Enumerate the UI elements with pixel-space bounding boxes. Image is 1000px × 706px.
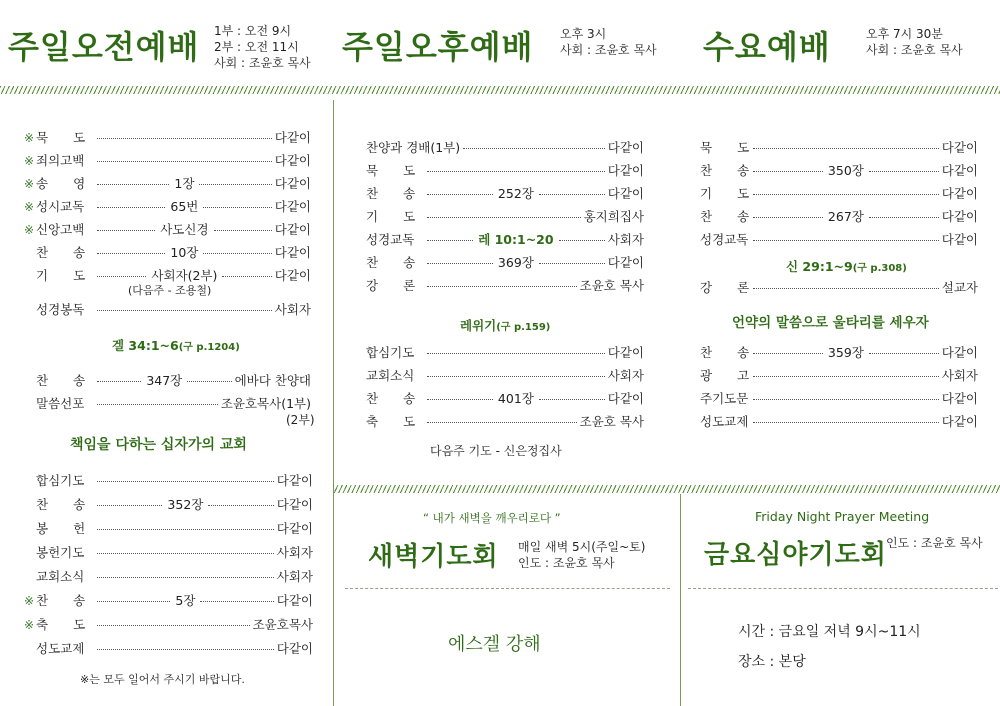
order-label: 찬 송 — [36, 497, 86, 512]
order-row — [366, 389, 644, 407]
dot-leader — [463, 148, 605, 149]
order-value: 다같이 — [276, 641, 313, 656]
order-detail: 359장 — [827, 345, 864, 360]
order-value: 설교자 — [941, 280, 978, 295]
order-value: 다같이 — [607, 345, 644, 360]
order-row — [24, 151, 311, 169]
order-row — [24, 174, 311, 192]
dot-leader — [427, 286, 577, 287]
dot-leader — [869, 353, 939, 354]
dot-leader — [97, 529, 274, 530]
order-row — [366, 161, 644, 179]
order-value: 조윤호목사(1부) — [220, 396, 311, 411]
dot-leader — [97, 381, 141, 382]
order-row — [366, 184, 644, 202]
dot-leader — [753, 353, 823, 354]
dot-leader — [97, 404, 218, 405]
order-row — [24, 371, 311, 389]
order-row — [24, 128, 311, 146]
order-detail: 사도신경 — [160, 222, 209, 237]
order-label: 신앙고백 — [36, 222, 85, 237]
order-label: 합심기도 — [366, 345, 415, 360]
order-row — [24, 243, 311, 261]
info-line: 사회 : 조윤호 목사 — [214, 56, 311, 70]
friday-divider — [688, 588, 998, 589]
friday-leader: 인도 : 조윤호 목사 — [886, 536, 983, 550]
order-row — [700, 366, 978, 384]
order-detail: 사회자(2부) — [151, 268, 218, 283]
dot-leader — [97, 253, 165, 254]
order-value: 사회자 — [941, 368, 978, 383]
order-label: 묵 도 — [366, 163, 416, 178]
dot-leader — [539, 263, 605, 264]
order-label: 성경봉독 — [36, 302, 85, 317]
order-detail: 352장 — [167, 497, 204, 512]
order-value: 사회자 — [274, 302, 311, 317]
dawn-divider — [345, 588, 670, 589]
order-value: 다같이 — [274, 153, 311, 168]
order-value: 다같이 — [941, 186, 978, 201]
standing-mark: ※ — [24, 594, 35, 608]
order-label: 찬 송 — [366, 186, 416, 201]
order-value: 다같이 — [941, 345, 979, 360]
order-row — [366, 207, 644, 225]
order-detail: 65번 — [170, 199, 199, 214]
order-label: 교회소식 — [366, 368, 415, 383]
order-value: 사회자 — [607, 368, 644, 383]
dot-leader — [539, 194, 605, 195]
order-label: 기 도 — [36, 268, 86, 283]
dot-leader — [427, 353, 605, 354]
wednesday-sermon-title: 언약의 말씀으로 울타리를 세우자 — [732, 315, 929, 331]
dot-leader — [97, 230, 155, 231]
scripture-page: (구 p.1204) — [178, 342, 240, 353]
order-value: 홍지희집사 — [583, 209, 644, 224]
order-row — [366, 343, 644, 361]
order-label: 주기도문 — [700, 391, 749, 406]
order-label: 성도교제 — [36, 641, 85, 656]
dot-leader — [753, 171, 823, 172]
info-line: 인도 : 조윤호 목사 — [518, 556, 615, 570]
order-label: 성경교독 — [366, 232, 415, 247]
order-row — [700, 161, 978, 179]
order-detail: 369장 — [497, 255, 534, 270]
order-label: 성시교독 — [36, 199, 85, 214]
dot-leader — [753, 376, 939, 377]
info-line: 1부 : 오전 9시 — [214, 24, 292, 38]
order-value: 다같이 — [607, 391, 645, 406]
order-label: 축 도 — [366, 414, 416, 429]
order-detail: 401장 — [497, 391, 534, 406]
order-row — [366, 276, 644, 294]
order-detail: 267장 — [827, 209, 864, 224]
order-value: 조윤호목사 — [252, 617, 313, 632]
scripture-passage: 겔 34:1~6 — [112, 338, 179, 353]
order-label: 기 도 — [366, 209, 416, 224]
order-row — [24, 394, 311, 412]
column-divider — [680, 494, 681, 706]
dot-leader — [203, 253, 271, 254]
header-divider — [0, 86, 1000, 94]
order-label: 묵 도 — [700, 140, 750, 155]
order-value: 사회자 — [607, 232, 644, 247]
info-line: 오후 3시 — [560, 27, 607, 41]
sermon-part2: (2부) — [286, 413, 315, 427]
order-label: 죄의고백 — [36, 153, 85, 168]
dot-leader — [427, 399, 493, 400]
order-label: 말씀선포 — [36, 396, 85, 411]
dot-leader — [97, 184, 169, 185]
order-row — [366, 366, 644, 384]
info-line: 매일 새벽 5시(주일~토) — [518, 540, 646, 554]
order-row — [700, 412, 978, 430]
dot-leader — [753, 422, 939, 423]
dot-leader — [427, 422, 577, 423]
standing-mark: ※ — [24, 223, 35, 237]
dot-leader — [427, 376, 605, 377]
dot-leader — [97, 481, 274, 482]
order-row — [700, 278, 978, 296]
order-detail: 레 10:1~20 — [478, 232, 554, 247]
dot-leader — [427, 240, 473, 241]
dot-leader — [753, 148, 939, 149]
standing-mark: ※ — [24, 200, 35, 214]
order-row — [24, 567, 313, 585]
morning-service-title: 주일오전예배 — [8, 28, 200, 66]
order-value: 다같이 — [276, 473, 313, 488]
order-row — [700, 230, 978, 248]
dot-leader — [753, 288, 939, 289]
order-label: 축 도 — [36, 617, 86, 632]
scripture-passage: 신 29:1~9 — [786, 259, 853, 274]
afternoon-service-info — [560, 26, 657, 58]
order-detail: 252장 — [497, 186, 534, 201]
dot-leader — [214, 230, 272, 231]
dot-leader — [97, 577, 274, 578]
dot-leader — [208, 505, 273, 506]
standing-mark: ※ — [24, 177, 35, 191]
info-line: 2부 : 오전 11시 — [214, 40, 299, 54]
friday-subtitle: Friday Night Prayer Meeting — [755, 509, 930, 524]
friday-place: 장소 : 본당 — [738, 654, 806, 670]
order-row — [24, 220, 311, 238]
standing-mark: ※ — [24, 618, 35, 632]
dawn-topic: 에스겔 강해 — [448, 634, 541, 655]
order-label: 교회소식 — [36, 569, 85, 584]
order-value: 다같이 — [607, 186, 645, 201]
order-label: 찬 송 — [700, 345, 750, 360]
order-value: 다같이 — [276, 521, 313, 536]
order-label: 광 고 — [700, 368, 750, 383]
dot-leader — [97, 138, 272, 139]
order-row — [700, 207, 978, 225]
order-value: 다같이 — [941, 209, 979, 224]
dot-leader — [753, 399, 939, 400]
order-value: 다같이 — [274, 245, 311, 260]
order-value: 다같이 — [274, 268, 311, 283]
prayer-next-week: (다음주 - 조용철) — [128, 284, 212, 297]
order-value: 다같이 — [607, 163, 644, 178]
morning-service-info — [214, 23, 311, 71]
order-label: 기 도 — [700, 186, 750, 201]
order-detail: 5장 — [175, 593, 196, 608]
dot-leader — [97, 553, 274, 554]
order-row — [366, 253, 644, 271]
order-label: 강 론 — [700, 280, 750, 295]
order-value: 다같이 — [276, 497, 314, 512]
dot-leader — [427, 194, 493, 195]
dot-leader — [203, 207, 271, 208]
order-value: 에바다 찬양대 — [234, 373, 311, 388]
dot-leader — [97, 625, 250, 626]
dot-leader — [427, 171, 605, 172]
order-row — [700, 343, 978, 361]
dot-leader — [869, 171, 939, 172]
dot-leader — [427, 263, 493, 264]
order-row — [366, 230, 644, 248]
dot-leader — [97, 649, 274, 650]
order-row — [24, 639, 313, 657]
wednesday-service-title: 수요예배 — [703, 28, 831, 66]
order-value: 다같이 — [607, 140, 644, 155]
order-value: 다같이 — [941, 232, 978, 247]
order-label: 송 영 — [36, 176, 86, 191]
dot-leader — [222, 276, 271, 277]
dot-leader — [869, 217, 939, 218]
scripture-page: (구 p.308) — [852, 263, 907, 274]
dawn-motto: “ 내가 새벽을 깨우리로다 ” — [423, 511, 561, 525]
dawn-prayer-title: 새벽기도회 — [368, 542, 499, 572]
column-divider — [333, 490, 334, 706]
order-label: 성도교제 — [700, 414, 749, 429]
dawn-prayer-info — [518, 539, 645, 571]
order-value: 다같이 — [274, 176, 312, 191]
afternoon-service-title: 주일오후예배 — [342, 28, 534, 66]
column-divider — [333, 100, 334, 490]
order-label: 성경교독 — [700, 232, 749, 247]
order-row — [700, 184, 978, 202]
order-row — [366, 138, 644, 156]
dot-leader — [97, 505, 162, 506]
order-row — [24, 543, 313, 561]
topic-book: 레위기 — [460, 318, 497, 333]
afternoon-next-prayer: 다음주 기도 - 신은정집사 — [430, 444, 562, 458]
order-row — [700, 389, 978, 407]
order-row — [24, 519, 313, 537]
afternoon-topic — [460, 316, 550, 334]
order-label: 찬 송 — [36, 373, 86, 388]
order-value: 다같이 — [941, 140, 978, 155]
morning-scripture — [112, 336, 240, 354]
order-label: 찬 송 — [700, 209, 750, 224]
order-label: 찬양과 경배(1부) — [366, 140, 461, 155]
dot-leader — [753, 240, 939, 241]
wednesday-scripture — [786, 257, 907, 275]
info-line: 사회 : 조윤호 목사 — [866, 43, 963, 57]
order-detail: 350장 — [827, 163, 864, 178]
order-row — [24, 471, 313, 489]
order-value: 다같이 — [941, 391, 978, 406]
order-value: 사회자 — [276, 545, 313, 560]
order-value: 조윤호 목사 — [579, 414, 644, 429]
order-row — [24, 591, 313, 609]
order-label: 찬 송 — [366, 255, 416, 270]
order-value: 다같이 — [274, 222, 312, 237]
order-value: 다같이 — [607, 255, 645, 270]
dot-leader — [97, 161, 272, 162]
standing-mark: ※ — [24, 154, 35, 168]
order-label: 찬 송 — [700, 163, 750, 178]
order-detail: 347장 — [146, 373, 183, 388]
topic-page: (구 p.159) — [496, 322, 551, 333]
dot-leader — [97, 601, 170, 602]
dot-leader — [97, 276, 146, 277]
order-row — [366, 412, 644, 430]
wednesday-service-info — [866, 26, 963, 58]
order-label: 묵 도 — [36, 130, 86, 145]
dot-leader — [200, 601, 273, 602]
dot-leader — [97, 207, 165, 208]
order-row — [700, 138, 978, 156]
morning-sermon-title: 책임을 다하는 십자가의 교회 — [70, 437, 247, 453]
order-value: 다같이 — [274, 199, 311, 214]
standing-footnote: ※는 모두 일어서 주시기 바랍니다. — [80, 673, 245, 686]
dot-leader — [199, 184, 271, 185]
friday-time: 시간 : 금요일 저녁 9시~11시 — [738, 624, 921, 640]
order-label: 봉헌기도 — [36, 545, 85, 560]
standing-mark: ※ — [24, 131, 35, 145]
order-row — [24, 300, 311, 318]
order-value: 다같이 — [276, 593, 314, 608]
order-value: 다같이 — [941, 414, 978, 429]
order-label: 합심기도 — [36, 473, 85, 488]
order-row — [24, 615, 313, 633]
order-label: 찬 송 — [36, 245, 86, 260]
dot-leader — [97, 310, 272, 311]
info-line: 사회 : 조윤호 목사 — [560, 43, 657, 57]
order-label: 강 론 — [366, 278, 416, 293]
order-row — [24, 197, 311, 215]
dot-leader — [427, 217, 581, 218]
info-line: 오후 7시 30분 — [866, 27, 943, 41]
order-row — [24, 495, 313, 513]
bottom-divider — [333, 485, 1000, 493]
order-detail: 10장 — [170, 245, 199, 260]
order-value: 사회자 — [276, 569, 313, 584]
dot-leader — [753, 194, 939, 195]
order-value: 다같이 — [941, 163, 979, 178]
order-detail: 1장 — [174, 176, 195, 191]
order-label: 찬 송 — [36, 593, 86, 608]
dot-leader — [559, 240, 605, 241]
dot-leader — [753, 217, 823, 218]
dot-leader — [187, 381, 231, 382]
order-label: 찬 송 — [366, 391, 416, 406]
order-label: 봉 헌 — [36, 521, 86, 536]
order-value: 조윤호 목사 — [579, 278, 644, 293]
friday-prayer-title: 금요심야기도회 — [704, 540, 887, 570]
dot-leader — [539, 399, 605, 400]
order-value: 다같이 — [274, 130, 311, 145]
